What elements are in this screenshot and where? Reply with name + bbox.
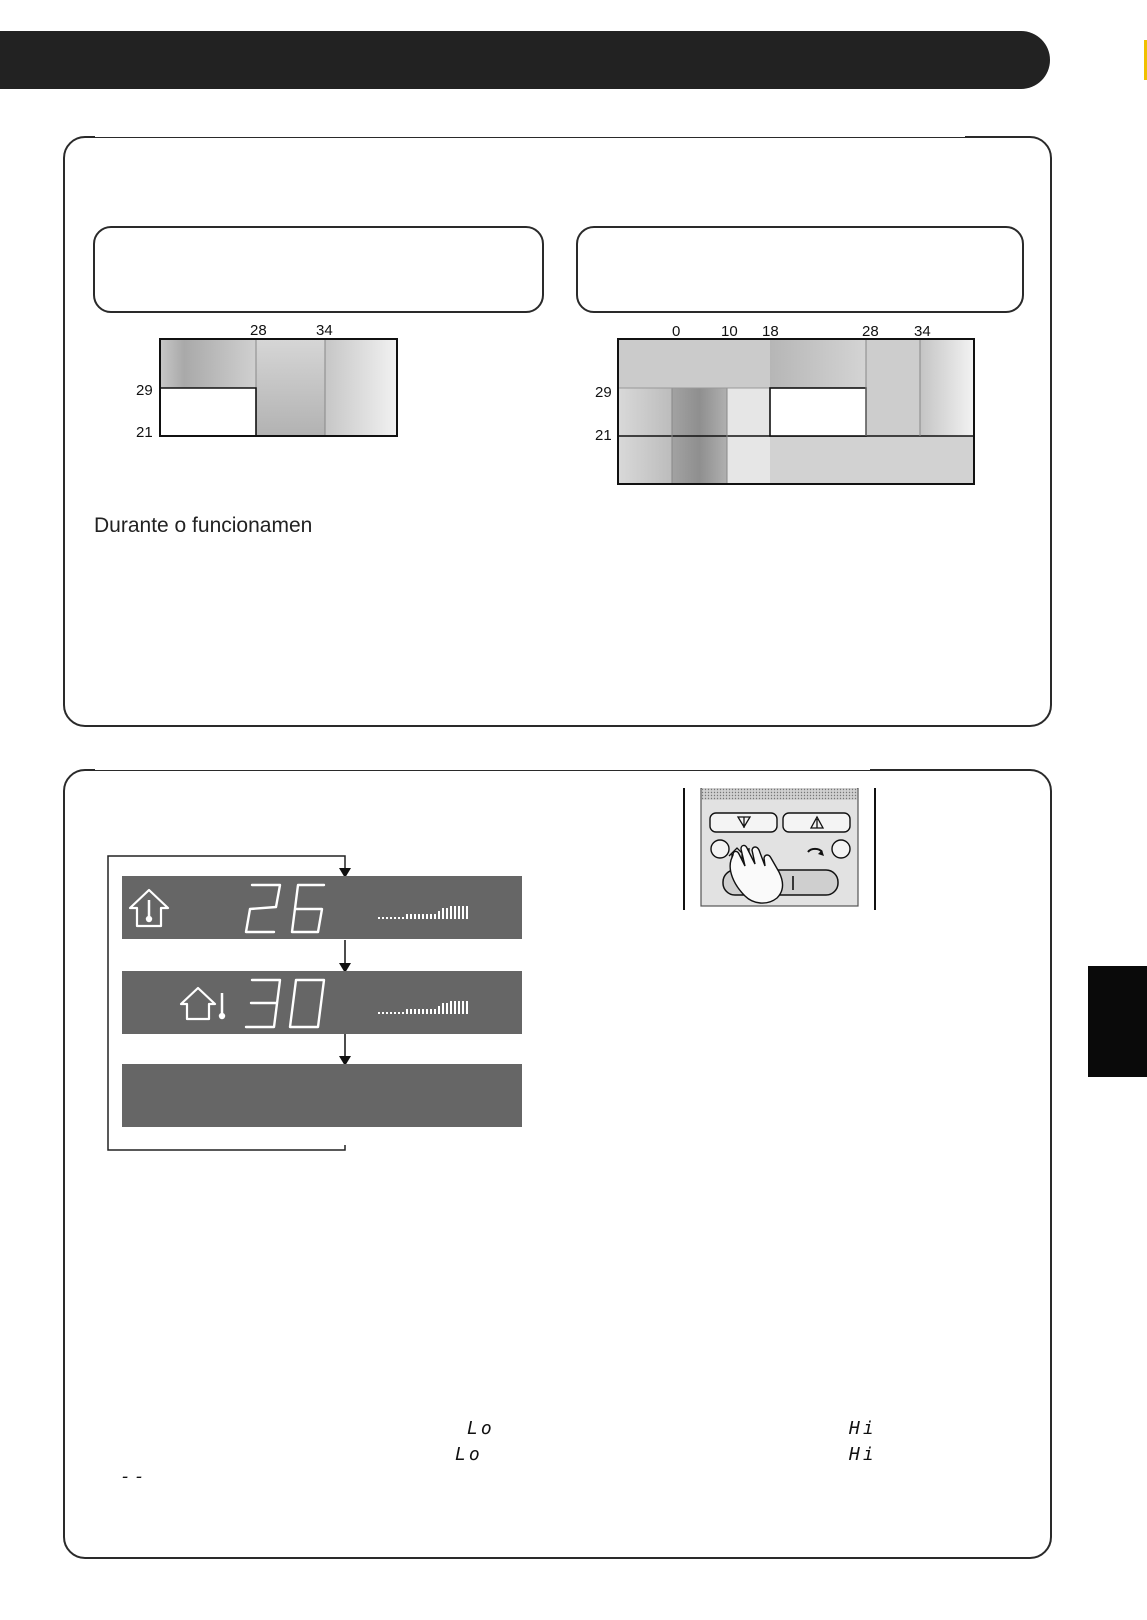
timer-button bbox=[832, 840, 850, 858]
zone-b bbox=[256, 339, 325, 436]
language-side-tab bbox=[1088, 966, 1147, 1077]
section2-title-gap bbox=[95, 764, 870, 770]
right-x-tick-18: 18 bbox=[762, 323, 779, 340]
fan-level-bar bbox=[378, 999, 478, 1017]
left-x-tick-28: 28 bbox=[250, 322, 267, 339]
right-y-tick-21: 21 bbox=[595, 427, 612, 444]
indicator-lo-1: Lo bbox=[467, 1418, 495, 1439]
zone-c bbox=[325, 339, 397, 436]
mode-box-left bbox=[93, 226, 544, 313]
display-select-button bbox=[711, 840, 729, 858]
display-panel-off bbox=[122, 1064, 522, 1127]
section-title-gap bbox=[95, 131, 965, 137]
indicator-hi-1: Hi bbox=[849, 1418, 877, 1439]
right-x-tick-0: 0 bbox=[672, 323, 681, 340]
left-y-tick-21: 21 bbox=[136, 424, 153, 441]
zone-upper-mid bbox=[770, 339, 866, 388]
house-thermometer-outside-icon bbox=[178, 985, 230, 1025]
right-x-tick-28: 28 bbox=[862, 323, 879, 340]
header-bar bbox=[0, 31, 1050, 89]
display-panel-outdoor bbox=[122, 971, 522, 1034]
right-x-tick-10: 10 bbox=[721, 323, 738, 340]
indicator-dash: -- bbox=[120, 1466, 148, 1487]
comfort-zone bbox=[770, 388, 866, 436]
mode-box-right bbox=[576, 226, 1024, 313]
right-y-tick-29: 29 bbox=[595, 384, 612, 401]
zone-right-b bbox=[866, 339, 920, 436]
right-x-tick-34: 34 bbox=[914, 323, 931, 340]
display-panel-indoor bbox=[122, 876, 522, 939]
temperature-digits bbox=[244, 975, 330, 1031]
fan-level-bar bbox=[378, 904, 478, 922]
zone-a bbox=[160, 339, 256, 388]
range-chart-right bbox=[600, 318, 1000, 488]
left-y-tick-29: 29 bbox=[136, 382, 153, 399]
body-text: Durante o funcionamen bbox=[94, 514, 313, 537]
house-thermometer-icon bbox=[126, 886, 172, 930]
temperature-digits bbox=[244, 880, 330, 936]
zone-right-c bbox=[920, 339, 974, 436]
indicator-hi-2: Hi bbox=[849, 1444, 877, 1465]
indicator-lo-2: Lo bbox=[455, 1444, 483, 1465]
remote-control-illustration bbox=[683, 788, 877, 914]
left-x-tick-34: 34 bbox=[316, 322, 333, 339]
